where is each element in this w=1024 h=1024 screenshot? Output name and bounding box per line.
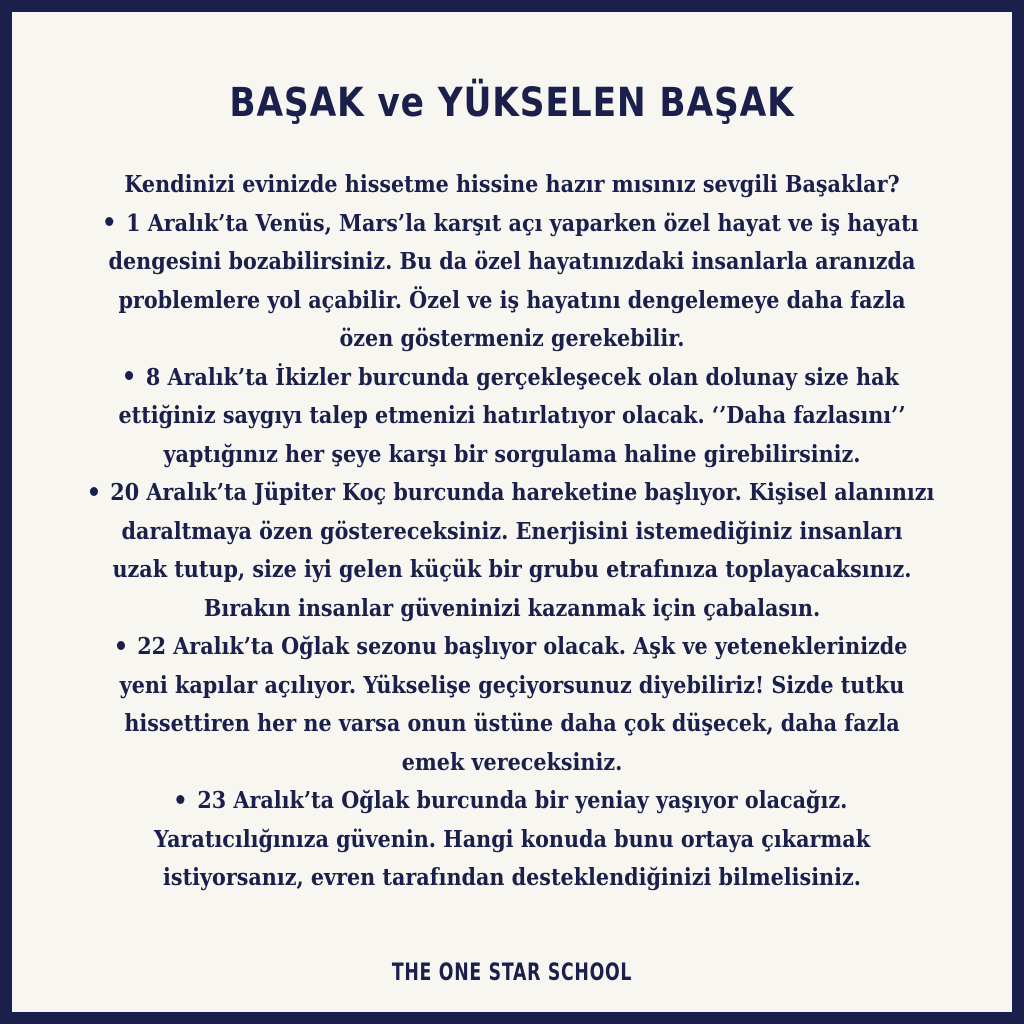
bullet-3-line-3: uzak tutup, size iyi gelen küçük bir grubu etrafınıza toplayacaksınız. bbox=[112, 556, 912, 583]
bullet-dot-icon bbox=[117, 641, 125, 650]
bullet-2-line-1: 8 Aralık’ta İkizler burcunda gerçekleşecek olan dolunay size hak bbox=[80, 359, 944, 398]
bullet-dot-icon bbox=[177, 795, 185, 804]
bullet-3-line-1: 20 Aralık’ta Jüpiter Koç burcunda hareketine başlıyor. Kişisel alanınızı bbox=[80, 474, 944, 513]
bullet-1-line-3: problemlere yol açabilir. Özel ve iş hayatını dengelemeye daha fazla bbox=[118, 286, 906, 314]
bullet-1-line-4: özen göstermeniz gerekebilir. bbox=[339, 325, 685, 352]
bullet-5-line-1: 23 Aralık’ta Oğlak burcunda bir yeniay yaşıyor olacağız. bbox=[80, 782, 944, 821]
page-title: BAŞAK ve YÜKSELEN BAŞAK bbox=[229, 80, 795, 126]
bullet-dot-icon bbox=[105, 217, 113, 226]
bullet-1-line-2: dengesini bozabilirsiniz. Bu da özel hayatınızdaki insanlarla aranızda bbox=[108, 248, 916, 275]
bullet-dot-icon bbox=[125, 371, 133, 380]
horoscope-text bbox=[32, 166, 992, 898]
intro-line: Kendinizi evinizde hissetme hissine hazır mısınız sevgili Başaklar? bbox=[124, 171, 900, 198]
bullet-2-line-2: ettiğiniz saygıyı talep etmenizi hatırlatıyor olacak. ‘’Daha fazlasını’’ bbox=[118, 402, 906, 429]
bullet-4-line-3: hissettiren her ne varsa onun üstüne daha çok düşecek, daha fazla bbox=[124, 710, 900, 737]
bullet-3-line-2: daraltmaya özen göstereceksiniz. Enerjisini istemediğiniz insanları bbox=[121, 517, 903, 545]
bullet-4-line-2: yeni kapılar açılıyor. Yükselişe geçiyorsunuz diyebiliriz! Sizde tutku bbox=[119, 671, 905, 699]
bullet-4-line-4: emek vereceksiniz. bbox=[401, 748, 623, 776]
bullet-5-line-2: Yaratıcılığınıza güvenin. Hangi konuda bunu ortaya çıkarmak bbox=[153, 825, 871, 853]
bullet-5-line-3: istiyorsanız, evren tarafından desteklendiğinizi bilmelisiniz. bbox=[163, 864, 861, 891]
bullet-dot-icon bbox=[90, 487, 98, 496]
bullet-3-line-4: Bırakın insanlar güveninizi kazanmak için çabalasın. bbox=[203, 594, 821, 622]
bullet-4-line-1: 22 Aralık’ta Oğlak sezonu başlıyor olacak. Aşk ve yeteneklerinizde bbox=[80, 628, 944, 667]
footer-brand: THE ONE STAR SCHOOL bbox=[391, 958, 633, 986]
bullet-2-line-3: yaptığınız her şeye karşı bir sorgulama haline girebilirsiniz. bbox=[163, 440, 861, 468]
bullet-1-line-1: 1 Aralık’ta Venüs, Mars’la karşıt açı yaparken özel hayat ve iş hayatı bbox=[80, 205, 944, 244]
